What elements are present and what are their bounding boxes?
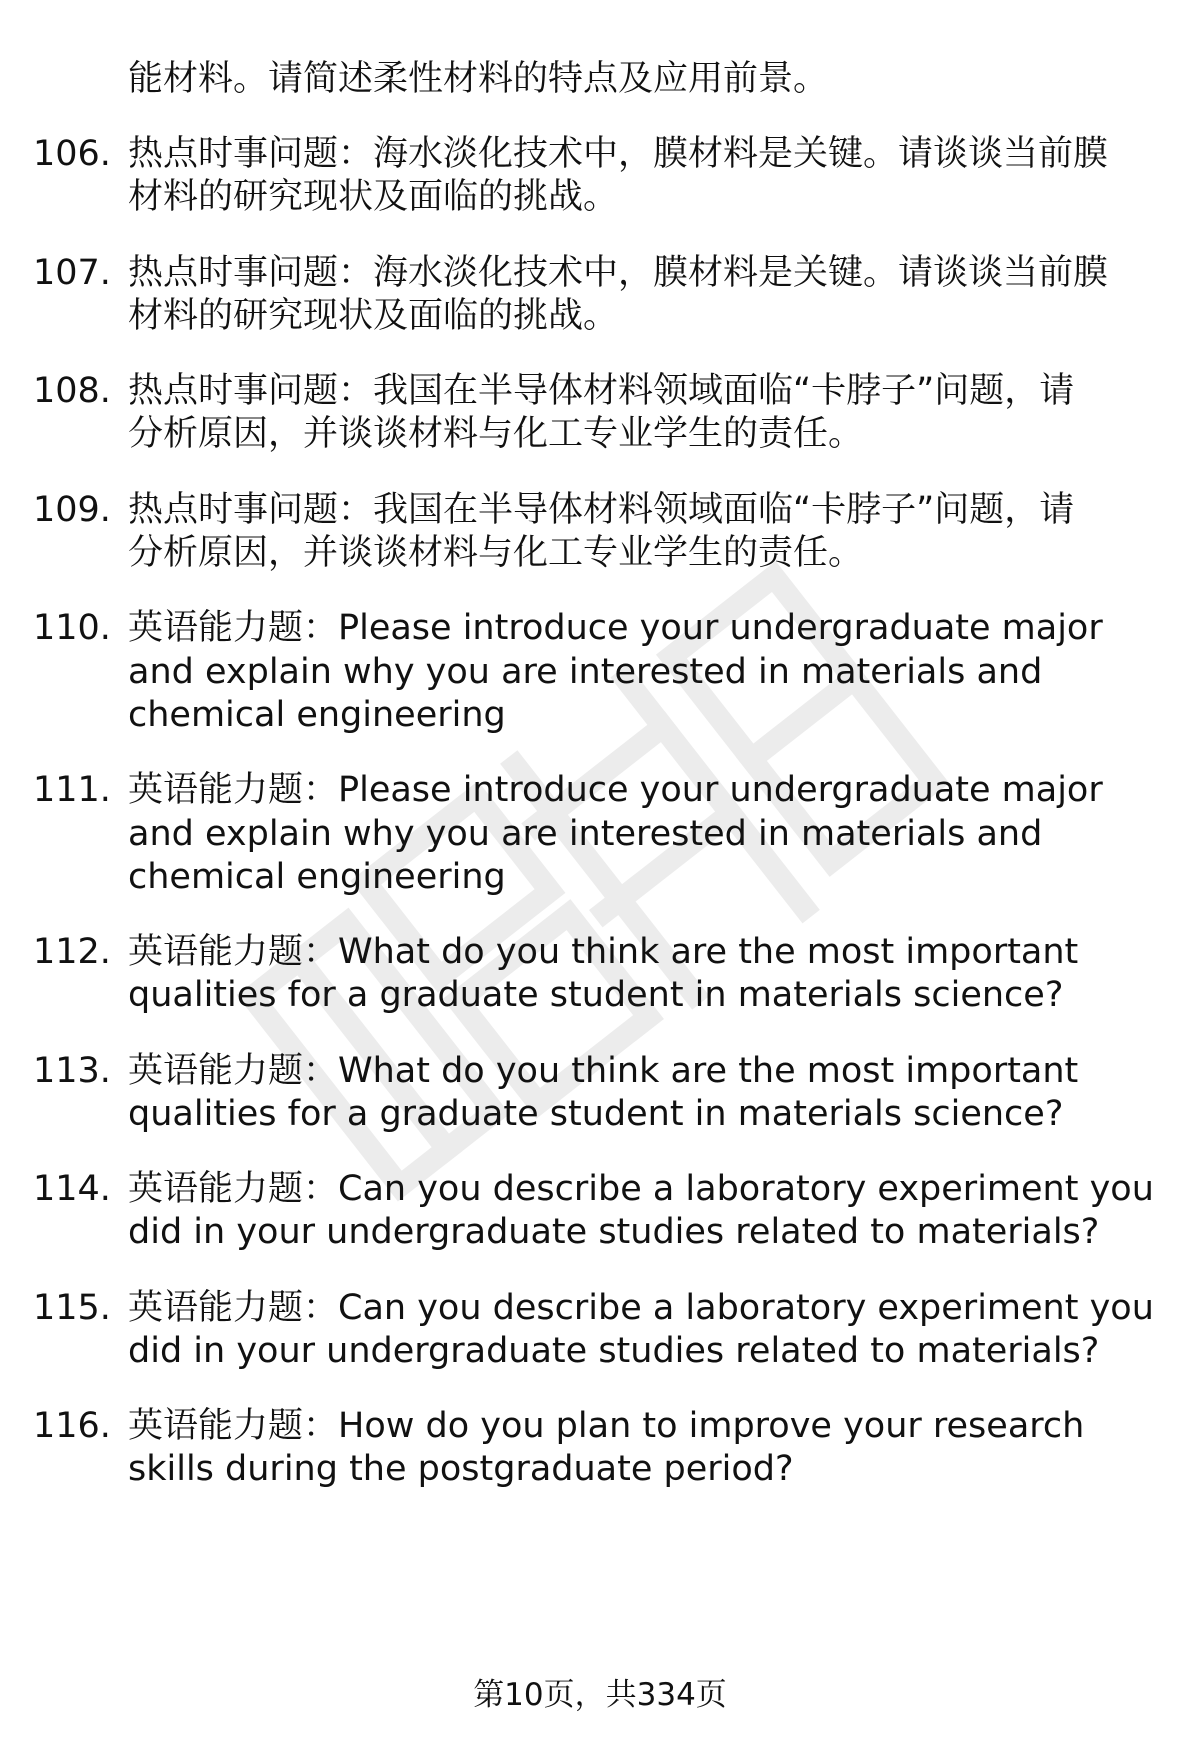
item-number: 116. [33,1406,111,1446]
item-number: 106. [33,134,111,174]
item-line: and explain why you are interested in materials and [128,814,1043,854]
item-number: 114. [33,1169,111,1209]
item-line: 热点时事问题：我国在半导体材料领域面临“卡脖子”问题，请 [128,371,1075,411]
item-line: 英语能力题：Please introduce your undergraduate major [128,608,1103,648]
item-line: did in your undergraduate studies related to materials? [128,1212,1100,1252]
item-line: 分析原因，并谈谈材料与化工专业学生的责任。 [128,533,864,573]
item-line: qualities for a graduate student in materials science? [128,1094,1064,1134]
item-line: skills during the postgraduate period? [128,1449,794,1489]
item-number: 113. [33,1051,111,1091]
item-line: 英语能力题：What do you think are the most important [128,1051,1079,1091]
item-line: 分析原因，并谈谈材料与化工专业学生的责任。 [128,414,864,454]
item-line: chemical engineering [128,857,506,897]
item-line: 热点时事问题：我国在半导体材料领域面临“卡脖子”问题，请 [128,490,1075,530]
item-line: and explain why you are interested in materials and [128,652,1043,692]
item-line: 英语能力题：Can you describe a laboratory experiment you [128,1288,1154,1328]
item-line: did in your undergraduate studies related to materials? [128,1331,1100,1371]
item-number: 109. [33,490,111,530]
item-line: chemical engineering [128,695,506,735]
item-number: 107. [33,253,111,293]
item-line: 热点时事问题：海水淡化技术中，膜材料是关键。请谈谈当前膜 [128,134,1109,174]
item-line: 英语能力题：Please introduce your undergraduate major [128,770,1103,810]
item-number: 111. [33,770,111,810]
page-number-footer: 第10页，共334页 [473,1677,727,1713]
item-number: 110. [33,608,111,648]
item-number: 112. [33,932,111,972]
item-line: 英语能力题：Can you describe a laboratory experiment you [128,1169,1154,1209]
item-line: 英语能力题：How do you plan to improve your research [128,1406,1085,1446]
item-line: 材料的研究现状及面临的挑战。 [128,296,619,336]
intro-text: 能材料。请简述柔性材料的特点及应用前景。 [128,59,829,99]
item-line: 材料的研究现状及面临的挑战。 [128,177,619,217]
item-line: 热点时事问题：海水淡化技术中，膜材料是关键。请谈谈当前膜 [128,253,1109,293]
item-number: 115. [33,1288,111,1328]
item-line: 英语能力题：What do you think are the most important [128,932,1079,972]
item-number: 108. [33,371,111,411]
item-line: qualities for a graduate student in materials science? [128,975,1064,1015]
